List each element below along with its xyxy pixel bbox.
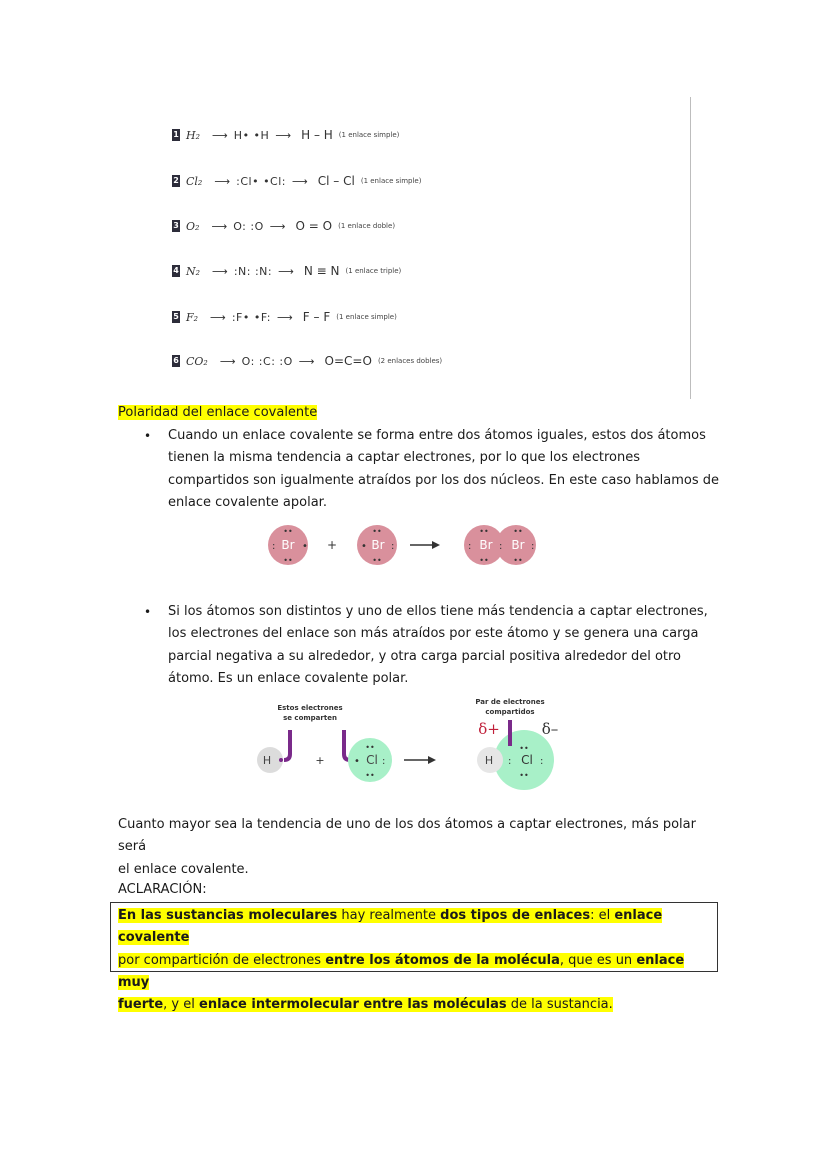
reaction-note: (1 enlace simple) — [360, 177, 422, 185]
reaction-note: (1 enlace triple) — [345, 267, 402, 275]
delta-plus-label: δ+ — [478, 720, 500, 738]
shared-pair-label: Par de electrones — [475, 698, 545, 706]
svg-text:••: •• — [365, 771, 375, 780]
bullet-icon: • — [144, 605, 152, 619]
svg-text::: : — [508, 756, 512, 767]
svg-text:••: •• — [283, 556, 293, 565]
clarification-text: En las sustancias moleculares hay realmente dos tipos de enlaces: el enlace covalente por compartición de electrones entre los átomos de la molécula, que es un enlace muy fuerte, y el enlace intermolecular entre las moléculas de la sustancia. — [118, 908, 685, 1013]
svg-text:••: •• — [513, 527, 523, 536]
svg-text::: : — [391, 541, 395, 552]
cl-atom-label: Cl — [521, 753, 533, 767]
reaction-number: 5 — [173, 312, 179, 321]
reaction-result: N ≡ N — [303, 264, 340, 278]
reaction-note: (1 enlace simple) — [336, 313, 397, 321]
bullet-list — [144, 425, 728, 514]
svg-text:•: • — [354, 756, 360, 767]
svg-text:••: •• — [479, 527, 489, 536]
svg-text:••: •• — [519, 744, 529, 753]
br-atom-label: Br — [511, 538, 525, 552]
arrow-icon: ⟶ — [292, 174, 308, 188]
svg-text:••: •• — [513, 556, 523, 565]
arrow-icon: ⟶ — [269, 219, 286, 233]
br-atom-label: Br — [281, 538, 295, 552]
reaction-number: 1 — [173, 130, 179, 139]
lewis-structure: :N: :N: — [233, 264, 273, 278]
section-title: Polaridad del enlace covalente — [118, 405, 318, 420]
svg-text:••: •• — [372, 556, 382, 565]
list-item: • Cuando un enlace covalente se forma entre dos átomos iguales, estos dos átomos tienen la misma tendencia a captar electrones, por lo que los electrones compartidos son igualmente atraídos por los dos núcleos. En este caso hablamos de enlace covalente apolar. — [168, 425, 728, 514]
delta-minus-label: δ– — [541, 720, 559, 738]
reaction-note: (1 enlace simple) — [338, 131, 400, 139]
reaction-number: 2 — [173, 176, 179, 185]
reaction-result: Cl – Cl — [317, 174, 355, 188]
svg-text::: : — [272, 541, 276, 552]
lewis-structure: H• •H — [233, 128, 270, 142]
svg-text:••: •• — [372, 527, 382, 536]
shared-electrons-label: se comparten — [283, 714, 337, 722]
arrow-icon: ⟶ — [219, 354, 236, 368]
svg-text:••: •• — [283, 527, 293, 536]
arrow-icon: ⟶ — [278, 264, 294, 278]
arrow-icon — [284, 730, 290, 760]
shared-pair-label: compartidos — [485, 708, 535, 716]
svg-text:•: • — [361, 541, 367, 552]
br-atom-label: Br — [479, 538, 493, 552]
reaction-formula: N₂ — [186, 264, 201, 278]
list-item: • Si los átomos son distintos y uno de ellos tiene más tendencia a captar electrones, los electrones del enlace son más atraídos por este átomo y se genera una carga parcial negativa a su alrededor, y otra carga parcial positiva alrededor del otro átomo. Es un enlace covalente polar. — [168, 601, 738, 690]
lewis-structure: O: :O — [233, 219, 264, 233]
svg-text:••: •• — [479, 556, 489, 565]
svg-text::: : — [531, 541, 535, 552]
lewis-structure: O: :C: :O — [241, 354, 293, 368]
plus-sign: + — [315, 754, 325, 767]
svg-text:•: • — [302, 541, 308, 552]
arrow-icon: ⟶ — [210, 310, 226, 324]
reaction-row — [172, 170, 421, 192]
reaction-formula: H₂ — [186, 128, 201, 142]
conclusion-paragraph: Cuanto mayor sea la tendencia de uno de los dos átomos a captar electrones, más polar será el enlace covalente. — [118, 817, 696, 877]
page-divider-line — [690, 97, 691, 399]
arrow-icon: ⟶ — [214, 174, 231, 188]
hcl-bond-diagram — [248, 694, 568, 794]
reaction-row — [172, 215, 395, 237]
arrow-icon: ⟶ — [277, 310, 293, 324]
clarification-box — [110, 902, 718, 1013]
reaction-number: 4 — [173, 266, 179, 275]
lewis-structure: :Cl• •Cl: — [236, 174, 286, 188]
svg-text:••: •• — [519, 771, 529, 780]
arrow-icon: ⟶ — [212, 128, 228, 142]
reaction-result: F – F — [302, 310, 331, 324]
aclaracion-title: ACLARACIÓN: — [118, 882, 207, 897]
reaction-formula: F₂ — [186, 310, 199, 324]
lewis-structure: :F• •F: — [231, 310, 272, 324]
plus-sign: + — [326, 538, 338, 552]
reaction-row — [172, 306, 397, 328]
br-bond-diagram — [260, 518, 550, 572]
svg-text::: : — [540, 756, 544, 767]
reaction-row — [172, 260, 401, 282]
svg-text:••: •• — [365, 743, 375, 752]
svg-text::: : — [499, 541, 503, 552]
reaction-row — [172, 350, 442, 372]
reaction-result: O=C=O — [324, 354, 372, 368]
reaction-formula: CO₂ — [186, 354, 208, 368]
arrow-icon: ⟶ — [275, 128, 292, 142]
reaction-formula: O₂ — [186, 219, 200, 233]
bullet-list — [144, 601, 738, 690]
reaction-result: O = O — [295, 219, 333, 233]
h-atom-label: H — [262, 754, 272, 767]
bullet-icon: • — [144, 429, 152, 443]
reaction-number: 6 — [173, 356, 179, 365]
cl-atom-label: Cl — [366, 753, 378, 767]
reaction-row — [172, 124, 399, 146]
reaction-number: 3 — [173, 221, 179, 230]
arrow-icon: ⟶ — [298, 354, 315, 368]
reaction-formula: Cl₂ — [186, 174, 203, 188]
reaction-note: (2 enlaces dobles) — [377, 357, 443, 365]
h-atom-label: H — [484, 754, 494, 767]
arrow-icon: ⟶ — [211, 219, 228, 233]
svg-text::: : — [382, 756, 386, 767]
reaction-result: H – H — [301, 128, 333, 142]
svg-text::: : — [468, 541, 472, 552]
reaction-note: (1 enlace doble) — [338, 222, 396, 230]
shared-electrons-label: Estos electrones — [277, 704, 343, 712]
arrow-icon: ⟶ — [212, 264, 228, 278]
br-atom-label: Br — [371, 538, 385, 552]
